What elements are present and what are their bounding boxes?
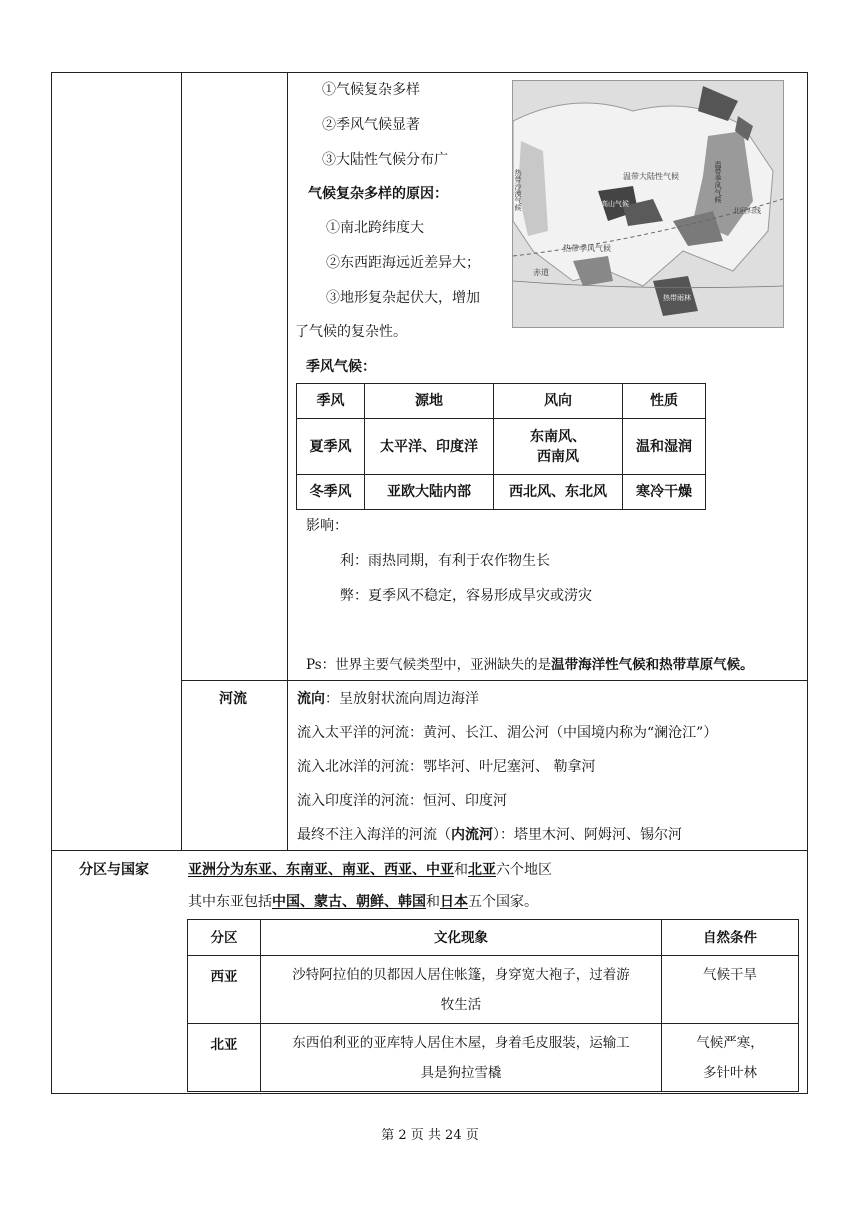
map-graphic (513, 81, 783, 327)
culture-text: 沙特阿拉伯的贝都因人居住帐篷，身穿宽大袍子，过着游 牧生活 (261, 956, 662, 1024)
rivers-direction (297, 689, 479, 709)
monsoon-cell: 太平洋、印度洋 (365, 419, 494, 475)
rivers-label: 河流 (219, 691, 247, 707)
regions-line1-mid: 和 (454, 862, 468, 878)
col-divider-1 (181, 72, 182, 850)
regions-line1-bold: 亚洲分为东亚、东南亚、南亚、西亚、中亚 (188, 862, 454, 878)
regions-line1-suffix: 六个地区 (496, 862, 552, 878)
map-label-temperate-monsoon: 温带季风气候 (714, 161, 722, 203)
regions-line2-bold2: 日本 (440, 894, 468, 910)
monsoon-header-3: 风向 (494, 384, 623, 419)
monsoon-header-2: 源地 (365, 384, 494, 419)
rivers-inland (297, 825, 682, 845)
monsoon-title: 季风气候： (306, 359, 376, 375)
culture-header-2: 文化现象 (261, 920, 662, 956)
rivers-inland-prefix: 最终不注入海洋的河流（ (297, 827, 451, 843)
map-label-highland: 高山气候 (601, 200, 629, 208)
monsoon-header-1: 季风 (297, 384, 365, 419)
map-label-temperate-continental: 温带大陆性气候 (623, 172, 679, 181)
climate-reason-1: ①南北跨纬度大 (326, 220, 424, 236)
rivers-pacific: 流入太平洋的河流：黄河、长江、湄公河（中国境内称为“澜沧江”） (297, 725, 718, 741)
influence-title: 影响： (306, 518, 348, 534)
regions-line2-prefix: 其中东亚包括 (188, 894, 272, 910)
rivers-inland-suffix: ）：塔里木河、阿姆河、锡尔河 (493, 827, 682, 843)
monsoon-cell: 寒冷干燥 (623, 475, 706, 510)
regions-line2-suffix: 五个国家。 (468, 894, 538, 910)
rivers-arctic: 流入北冰洋的河流：鄂毕河、叶尼塞河、 勒拿河 (297, 759, 596, 775)
monsoon-header-4: 性质 (623, 384, 706, 419)
map-label-equator: 赤道 (533, 268, 549, 277)
asia-climate-map (512, 80, 784, 328)
climate-reason-3: ③地形复杂起伏大，增加 (326, 290, 480, 306)
map-label-tropical-monsoon: 热带季风气候 (563, 244, 611, 253)
influence-pro: 利：雨热同期，有利于农作物生长 (340, 553, 550, 569)
ps-note (306, 655, 754, 675)
regions-line2 (188, 892, 538, 912)
culture-table (187, 919, 799, 1092)
rivers-inland-bold: 内流河 (451, 827, 493, 843)
page-footer: 第 2 页 共 24 页 (381, 1128, 479, 1143)
monsoon-cell: 温和湿润 (623, 419, 706, 475)
rivers-direction-label: 流向 (297, 691, 325, 707)
row-divider-regions (51, 850, 808, 851)
culture-header-3: 自然条件 (662, 920, 799, 956)
monsoon-table (296, 383, 706, 510)
monsoon-cell: 西北风、东北风 (494, 475, 623, 510)
climate-feature-1: ①气候复杂多样 (322, 82, 420, 98)
map-label-desert: 热带沙漠气候 (514, 169, 522, 211)
culture-text: 东西伯利亚的亚库特人居住木屋，身着毛皮服装，运输工 具是狗拉雪橇 (261, 1024, 662, 1092)
monsoon-cell: 亚欧大陆内部 (365, 475, 494, 510)
frame-left (51, 72, 52, 1094)
climate-feature-2: ②季风气候显著 (322, 117, 420, 133)
ps-bold: 温带海洋性气候和热带草原气候。 (551, 657, 754, 673)
frame-top (51, 72, 808, 73)
culture-nature: 气候严寒， 多针叶林 (662, 1024, 799, 1092)
regions-line1 (188, 860, 552, 880)
ps-prefix: Ps：世界主要气候类型中，亚洲缺失的是 (306, 657, 552, 673)
monsoon-cell: 夏季风 (297, 419, 365, 475)
regions-line2-bold: 中国、蒙古、朝鲜、韩国 (272, 894, 426, 910)
row-divider-rivers (181, 680, 808, 681)
culture-region: 北亚 (188, 1024, 261, 1092)
climate-reason-cont: 了气候的复杂性。 (295, 324, 407, 340)
regions-line1-bold2: 北亚 (468, 862, 496, 878)
regions-line2-mid: 和 (426, 894, 440, 910)
culture-nature: 气候干旱 (662, 956, 799, 1024)
map-label-tropic: 北回归线 (733, 207, 761, 215)
climate-feature-3: ③大陆性气候分布广 (322, 152, 448, 168)
frame-bottom (51, 1093, 808, 1094)
climate-reason-2: ②东西距海远近差异大； (326, 255, 480, 271)
map-label-rainforest: 热带雨林 (663, 294, 691, 302)
climate-reason-title: 气候复杂多样的原因： (308, 186, 448, 202)
influence-con: 弊：夏季风不稳定，容易形成旱灾或涝灾 (340, 588, 592, 604)
regions-label: 分区与国家 (79, 862, 149, 878)
rivers-direction-text: ：呈放射状流向周边海洋 (325, 691, 479, 707)
rivers-indian: 流入印度洋的河流：恒河、印度河 (297, 793, 507, 809)
culture-region: 西亚 (188, 956, 261, 1024)
culture-header-1: 分区 (188, 920, 261, 956)
frame-right (807, 72, 808, 1094)
col-divider-2 (287, 72, 288, 850)
monsoon-cell: 东南风、 西南风 (494, 419, 623, 475)
monsoon-cell: 冬季风 (297, 475, 365, 510)
